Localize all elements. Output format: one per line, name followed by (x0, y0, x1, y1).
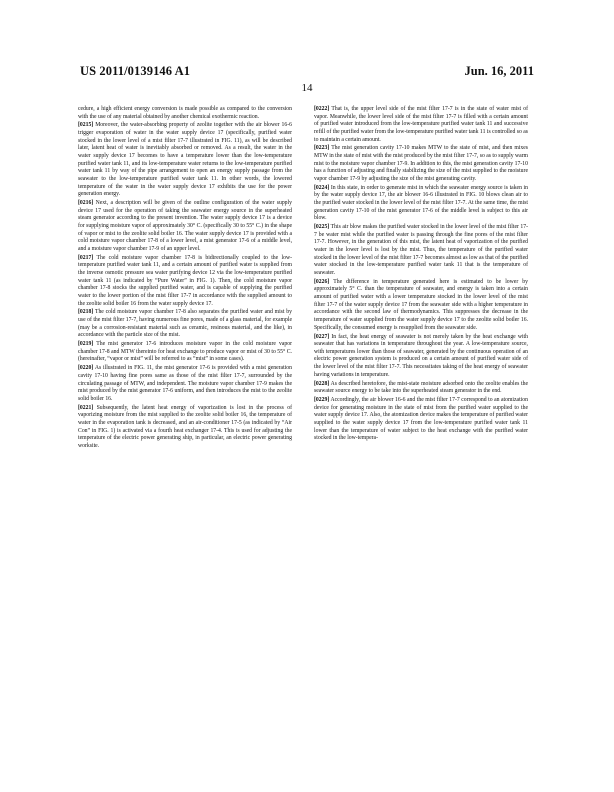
paragraph-number: [0221] (78, 404, 94, 411)
paragraph-number: [0223] (314, 145, 330, 152)
paragraph-number: [0222] (314, 106, 330, 112)
paragraph-number: [0228] (314, 380, 330, 387)
paragraph-text: The cold moisture vapor chamber 17-8 is bidirectionally coupled to the low-temperature purified water tank 11, and a certain amount of purified water is supplied from the inverse osmotic pressure sea water purifying device 12 via the low-temperature purified water tank 11 (as indicated by “Pure Water” in FIG. 1). Then, the cold moisture vapor chamber 17-8 stocks the supplied purified water, and is capable of supplying the purified water to the lower portion of the mist filter 17-7 in accordance with the supplied amount to the zeolite solid boiler 16 from the water supply device 17. (78, 254, 293, 307)
paragraph-number: [0218] (78, 309, 94, 316)
page-number: 14 (301, 82, 313, 94)
paragraph-0225 (314, 224, 528, 278)
paragraph-0226 (314, 279, 528, 333)
paragraph-0223 (314, 145, 528, 183)
right-column (314, 106, 528, 444)
paragraph-text: cedure, a high efficient energy conversion is made possible as compared to the conversion with the use of any material obtained by another chemical exothermic reaction. (78, 106, 292, 120)
paragraph-0220 (78, 365, 292, 403)
paragraph-text: In fact, the heat energy of seawater is not merely taken by the heat exchange with seawater that has variations in temperature throughout the year. A low-temperature source, with temperatures lower than those of seawater, generated by the continuous operation of an electric power generation system is produced on a certain amount of purified water side of the lower level of the mist filter 17-7. This necessitates taking of the heat energy of seawater having variations in temperature. (314, 333, 528, 378)
paragraph-text: As described heretofore, the mist-state moisture adsorbed onto the zeolite enables the seawater source energy to be take into the superheated steam generator in the end. (314, 380, 528, 395)
paragraph-0224 (314, 185, 528, 223)
paragraph-number: [0226] (314, 278, 330, 285)
paragraph-text: Moreover, the water-absorbing property of zeolite together with the air blower 16-6 trigger evaporation of water in the water supply device 17 (specifically, purified water stocked in the lower level of a mist filter 17-7 illustrated in FIG. 11), as will be described later, latent heat of water is inevitably absorbed or removed. As a result, the water in the water supply device 17 becomes to have a temperature lower than the low-temperature purified water tank 11, and its low-temperature water returns to the low-temperature purified water tank 11 by way of the pipe arrangement to open an energy supply passage from the seawater to the low-temperature purified water tank 11. In other words, the lowered temperature of the water in the water supply device 17 exhibits the use for the power generation energy. (78, 122, 292, 198)
paragraph-text: Accordingly, the air blower 16-6 and the mist filter 17-7 correspond to an atomization device for generating moisture in the state of mist from the purified water supplied to the water supply device 17. Also, the atomization device makes the temperature of purified water supplied to the water supply device 17 from the low-temperature purified water tank 11 lower than the temperature of water subject to the heat exchange with the purified water stocked in the low-tempera- (314, 396, 528, 442)
paragraph-number: [0220] (78, 365, 94, 372)
left-column (78, 106, 292, 452)
paragraph-number: [0225] (314, 224, 330, 231)
paragraph-0219 (78, 341, 292, 364)
paragraph-text: As illustrated in FIG. 11, the mist generator 17-6 is provided with a mist generation cavity 17-10 having fine pores same as those of the mist filter 17-7, surrounded by the circulating passage of MTW, and independent. The moisture vapor chamber 17-9 makes the mist produced by the mist generator 17-6 uniform, and then introduces the mist to the zeolite solid boiler 16. (78, 365, 292, 402)
paragraph-continuation (78, 106, 292, 121)
paragraph-text: Next, a description will be given of the outline configuration of the water supply device 17 used for the operation of taking the seawater energy source in the superheated steam generator according to the present invention. The water supply device 17 is a device for supplying moisture vapor of approximately 30° C. (specifically 30 to 55° C.) in the shape of vapor or mist to the zeolite solid boiler 16. The water supply device 17 is provided with a cold moisture vapor chamber 17-8 of a lower level, a mist generator 17-6 of a middle level, and a moisture vapor chamber 17-9 of an upper level. (78, 200, 292, 252)
paragraph-number: [0215] (78, 122, 94, 129)
paragraph-number: [0227] (314, 333, 330, 340)
publication-date: Jun. 16, 2011 (464, 64, 534, 78)
paragraph-text: The difference in temperature generated here is estimated to be lower by approximately 5° C. than the temperature of seawater, and energy is taken into a certain amount of purified water with a lower temperature stocked in the lower level of the mist filter 17-7 of the water supply device 17 from the seawater side with a higher temperature in accordance with the second law of thermodynamics. This suppresses the decrease in the temperature of water supplied from the water supply device 17 to the zeolite solid boiler 16. Specifically, the consumed energy is resupplied from the seawater side. (314, 278, 529, 331)
paragraph-text: The mist generation cavity 17-10 makes MTW to the state of mist, and then mixes MTW in the state of mist with the mist produced by the mist filter 17-7, so as to supply warm mist to the moisture vapor chamber 17-9. In addition to this, the mist generation cavity 17-10 has a function of adjusting and finally stabilizing the size of the mist supplied to the moisture vapor chamber 17-9 by adjusting the size of the mist generating cavity. (314, 145, 529, 182)
paragraph-0228 (314, 381, 528, 396)
paragraph-0227 (314, 334, 528, 380)
paragraph-0216 (78, 200, 292, 254)
publication-number: US 2011/0139146 A1 (80, 64, 191, 78)
paragraph-0221 (78, 405, 292, 451)
paragraph-number: [0219] (78, 341, 94, 348)
paragraph-0217 (78, 255, 292, 309)
paragraph-text: That is, the upper level side of the mist filter 17-7 is in the state of water mist of vapor. Meanwhile, the lower level side of the mist filter 17-7 is filled with a certain amount of purified water introduced from the low-temperature purified water tank 11 and successive refill of the purified water from the low-temperature purified water tank 11 is controlled so as to maintain a certain amount. (314, 106, 529, 143)
paragraph-0218 (78, 309, 292, 340)
paragraph-number: [0229] (314, 396, 330, 403)
paragraph-number: [0216] (78, 200, 94, 207)
paragraph-text: The cold moisture vapor chamber 17-8 also separates the purified water and mist by use of the mist filter 17-7, having numerous fine pores, made of a glass material, for example (may be a corrosion-resistant material such as ceramic, resinous material, and the like), in accordance with the particle size of the mist. (78, 309, 293, 339)
paragraph-text: Subsequently, the latent heat energy of vaporization is lost in the process of vaporizing moisture from the mist supplied to the zeolite solid boiler 16, the temperature of water in the evaporation tank is decreased, and an air-conditioner 17-5 (as indicated by “Air Con” in FIG. 1) is activated via a fourth heat exchanger 17-4. This is used for adjusting the temperature of the electric power generating ship, in particular, an electric power generating worksite. (78, 404, 292, 449)
paragraph-text: This air blow makes the purified water stocked in the lower level of the mist filter 17-7 be water mist while the purified water is passing through the fine pores of the mist filter 17-7. However, in the generation of this mist, the latent heat of vaporization of the purified water in the lower level is lost by the mist. Thus, the temperature of the purified water stocked in the lower level of the mist filter 17-7 becomes almost as low as that of the purified water stocked in the low-temperature purified water tank 11 that is the temperature of seawater. (314, 224, 529, 277)
paragraph-0222 (314, 106, 528, 144)
paragraph-number: [0224] (314, 184, 330, 191)
paragraph-text: The mist generator 17-6 introduces moisture vapor in the cold moisture vapor chamber 17-8 and MTW thereinto for heat exchange to produce vapor or mist of 30 to 55° C. (hereinafter, “vapor or mist” will be referred to as “mist” in some cases). (78, 341, 292, 363)
paragraph-number: [0217] (78, 254, 94, 261)
paragraph-text: In this state, in order to generate mist in which the seawater energy source is taken in by the water supply device 17, the air blower 16-6 illustrated in FIG. 10 blows clean air to the purified water stocked in the lower level of the mist filter 17-7. At the same time, the mist generation cavity 17-10 of the mist generator 17-6 of the middle level is subject to this air blow. (314, 184, 528, 222)
paragraph-0215 (78, 122, 292, 199)
paragraph-0229 (314, 397, 528, 443)
